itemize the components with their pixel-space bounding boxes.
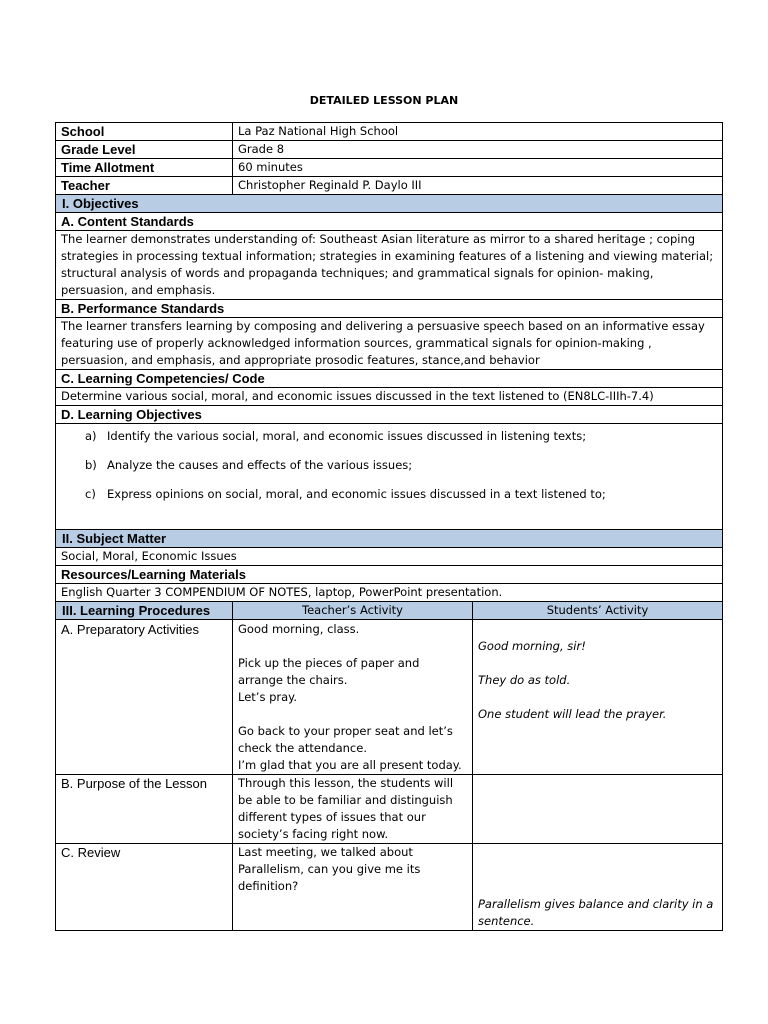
- table-row: [56, 775, 723, 844]
- list-letter: c): [85, 487, 96, 501]
- page-title: DETAILED LESSON PLAN: [309, 94, 459, 107]
- row-grade: [56, 141, 723, 159]
- performance-standards-label: B. Performance Standards: [56, 300, 723, 318]
- learning-objectives-cell: [56, 424, 723, 530]
- competencies-label: C. Learning Competencies/ Code: [56, 370, 723, 388]
- preparatory-teacher: [233, 620, 473, 775]
- subject-matter-text: Social, Moral, Economic Issues: [56, 548, 723, 566]
- teacher-label: Teacher: [56, 177, 233, 195]
- competencies-text: Determine various social, moral, and economic issues discussed in the text listened to (EN8LC-IIIh-7.4): [56, 388, 723, 406]
- learning-objectives-list: [61, 428, 717, 529]
- grade-value: Grade 8: [233, 141, 723, 159]
- teacher-line: Let’s pray.: [238, 690, 297, 704]
- student-line: Good morning, sir!: [478, 639, 586, 653]
- school-value: La Paz National High School: [233, 123, 723, 141]
- performance-standards-text: The learner transfers learning by composing and delivering a persuasive speech based on an informative essay featuring use of properly acknowledged information sources, grammatical signals for opinion-making , persuasion, and emphasis, and appropriate prosodic features, stance,and behavior: [56, 318, 723, 370]
- preparatory-label: A. Preparatory Activities: [56, 620, 233, 775]
- teacher-line: Pick up the pieces of paper and arrange the chairs.: [238, 656, 420, 687]
- learning-objectives-label: D. Learning Objectives: [56, 406, 723, 424]
- content-standards-label: A. Content Standards: [56, 213, 723, 231]
- row-time: [56, 159, 723, 177]
- list-text: Express opinions on social, moral, and economic issues discussed in a text listened to;: [107, 487, 606, 501]
- teacher-value: Christopher Reginald P. Daylo III: [233, 177, 723, 195]
- students-activity-header: Students’ Activity: [473, 602, 723, 620]
- time-label: Time Allotment: [56, 159, 233, 177]
- preparatory-students: [473, 620, 723, 775]
- row-teacher: [56, 177, 723, 195]
- row-school: [56, 123, 723, 141]
- time-value: 60 minutes: [233, 159, 723, 177]
- list-item: [85, 428, 717, 445]
- teacher-line: I’m glad that you are all present today.: [238, 758, 462, 772]
- list-letter: a): [85, 429, 97, 443]
- resources-text: English Quarter 3 COMPENDIUM OF NOTES, laptop, PowerPoint presentation.: [56, 584, 723, 602]
- review-student: Parallelism gives balance and clarity in a sentence.: [473, 844, 723, 931]
- teacher-activity-header: Teacher’s Activity: [233, 602, 473, 620]
- procedures-heading: III. Learning Procedures: [56, 602, 233, 620]
- purpose-students: [473, 775, 723, 844]
- student-line: One student will lead the prayer.: [478, 707, 667, 721]
- subject-matter-heading: II. Subject Matter: [56, 530, 723, 548]
- list-item: [85, 486, 717, 503]
- list-letter: b): [85, 458, 97, 472]
- content-standards-text: The learner demonstrates understanding of: Southeast Asian literature as mirror to a shared heritage ; coping strategies in processing textual information; strategies in examining features of a listening and viewing material; structural analysis of words and propaganda techniques; and grammatical signals for opinion- making, persuasion, and emphasis.: [56, 231, 723, 300]
- lesson-plan-table: [55, 122, 723, 931]
- list-text: Identify the various social, moral, and economic issues discussed in listening texts;: [107, 429, 587, 443]
- objectives-heading: I. Objectives: [56, 195, 723, 213]
- list-item: [85, 457, 717, 474]
- student-line: They do as told.: [478, 673, 571, 687]
- purpose-label: B. Purpose of the Lesson: [56, 775, 233, 844]
- school-label: School: [56, 123, 233, 141]
- review-label: C. Review: [56, 844, 233, 931]
- purpose-teacher: Through this lesson, the students will be able to be familiar and distinguish different types of issues that our society’s facing right now.: [233, 775, 473, 844]
- table-row: [56, 620, 723, 775]
- objectives-heading-row: [56, 195, 723, 213]
- grade-label: Grade Level: [56, 141, 233, 159]
- teacher-line: Go back to your proper seat and let’s check the attendance.: [238, 724, 453, 755]
- resources-label: Resources/Learning Materials: [56, 566, 723, 584]
- teacher-line: Good morning, class.: [238, 622, 360, 636]
- procedures-header-row: [56, 602, 723, 620]
- list-text: Analyze the causes and effects of the various issues;: [107, 458, 413, 472]
- table-row: [56, 844, 723, 931]
- review-teacher: Last meeting, we talked about Parallelism, can you give me its definition?: [233, 844, 473, 931]
